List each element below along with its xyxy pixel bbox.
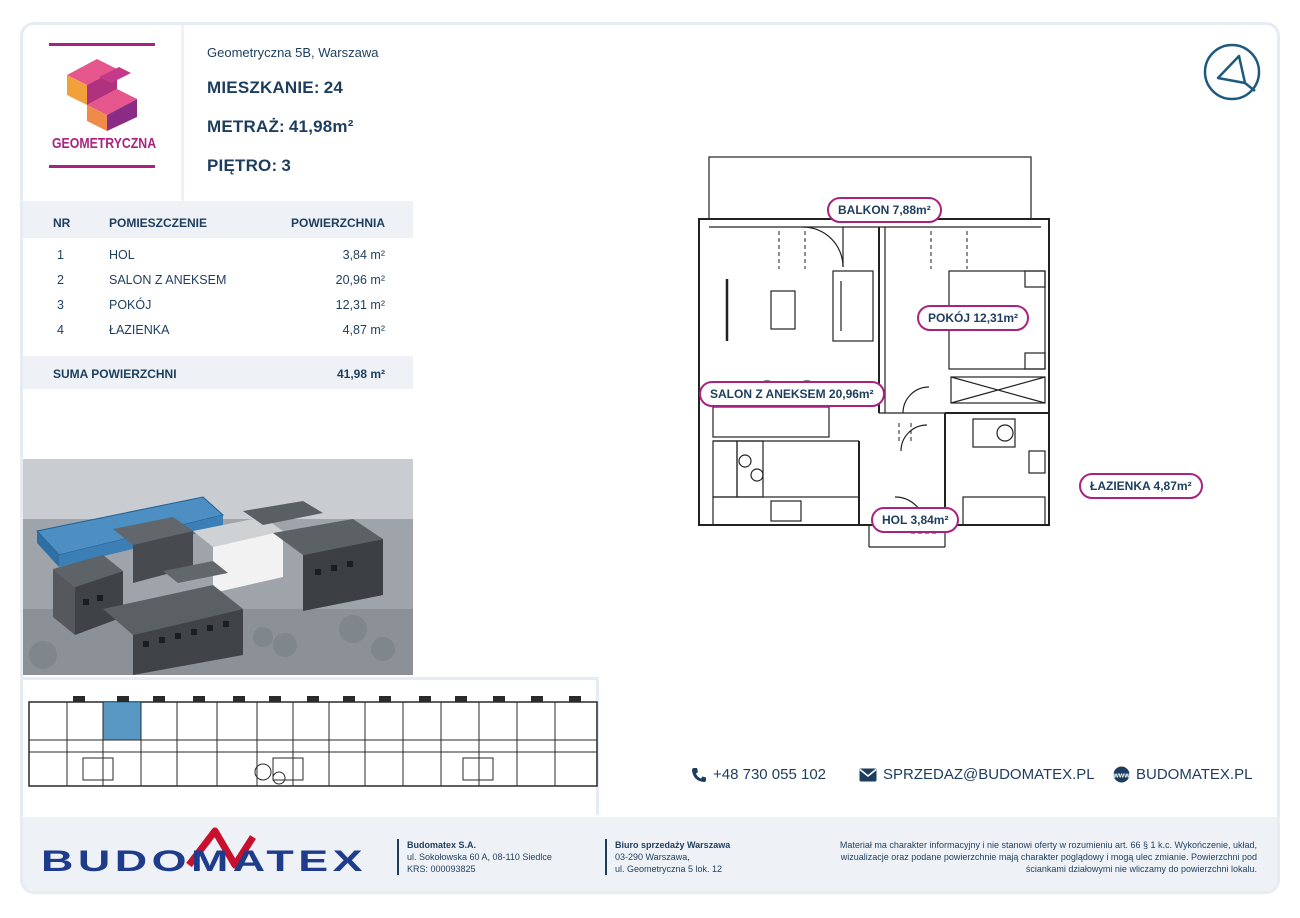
table-row (23, 248, 413, 272)
table-row (23, 273, 413, 297)
compass-icon (1201, 41, 1263, 108)
disclaimer-line: wizualizacje oraz podane powierzchnie mają charakter poglądowy i mogą ulec zmianie. Powierzchni pod (840, 852, 1257, 862)
row-room: POKÓJ (109, 298, 152, 312)
row-nr: 3 (57, 298, 64, 312)
plan-label-lazienka: ŁAZIENKA 4,87m² (1079, 473, 1203, 499)
row-nr: 2 (57, 273, 64, 287)
header-nr: NR (53, 216, 71, 230)
apartment-floor-value: 3 (281, 156, 292, 175)
globe-icon (1113, 766, 1130, 783)
left-panel (23, 25, 413, 675)
building-level-plan-image (23, 680, 599, 818)
address: Geometryczna 5B, Warszawa (207, 45, 379, 60)
brand-logo-mark (57, 55, 147, 133)
mail-icon (859, 768, 877, 782)
building-visualization-image (23, 459, 413, 675)
footer-office (605, 839, 730, 875)
footer (23, 817, 1280, 894)
row-area: 3,84 m² (342, 248, 385, 262)
spacer (23, 389, 413, 459)
rooms-table-sum (23, 357, 413, 389)
office-name: Biuro sprzedaży Warszawa (615, 840, 731, 850)
apartment-number (207, 78, 413, 98)
row-nr: 4 (57, 323, 64, 337)
table-row (23, 298, 413, 322)
budomatex-logo (39, 825, 369, 886)
disclaimer-line: Materiał ma charakter informacyjny i nie stanowi oferty w rozumieniu art. 66 § 1 k.c. Wykończenie, układ, (839, 840, 1257, 850)
building-visualization (23, 459, 413, 675)
company-address: ul. Sokołowska 60 A, 08-110 Siedlce (407, 852, 552, 862)
apartment-floor-label: PIĘTRO: (207, 156, 278, 175)
contact-web[interactable] (1113, 766, 1252, 783)
apartment-sheet (20, 22, 1280, 894)
contact-phone-text: +48 730 055 102 (713, 766, 827, 783)
budomatex-logo-image (39, 825, 369, 881)
row-nr: 1 (57, 248, 64, 262)
row-area: 20,96 m² (335, 273, 385, 287)
plan-label-pokoj: POKÓJ 12,31m² (917, 305, 1029, 331)
office-street: ul. Geometryczna 5 lok. 12 (615, 864, 723, 874)
apartment-number-value: 24 (323, 78, 344, 97)
apartment-area (207, 117, 413, 137)
rooms-table-header (23, 204, 413, 238)
brand-logo (23, 25, 181, 201)
brand-logo-word: GEOMETRYCZNA (51, 135, 157, 152)
building-level-plan (23, 677, 599, 815)
budomatex-logo-text: BUDOMATEX (41, 845, 367, 878)
rooms-table (23, 238, 413, 356)
svg-text:www: www (1113, 772, 1130, 780)
apartment-info (184, 25, 413, 201)
row-room: SALON Z ANEKSEM (109, 273, 227, 287)
plan-label-balkon: BALKON 7,88m² (827, 197, 942, 223)
disclaimer-line: ściankami działowymi nie wliczamy do powierzchni lokalu. (1025, 864, 1257, 874)
row-room: HOL (109, 248, 135, 262)
header-room: POMIESZCZENIE (109, 216, 208, 230)
plan-label-hol: HOL 3,84m² (871, 507, 959, 533)
apartment-number-label: MIESZKANIE: (207, 78, 320, 97)
contact-phone[interactable] (691, 766, 826, 783)
sum-value: 41,98 m² (336, 367, 385, 381)
footer-disclaimer (807, 839, 1257, 875)
contact-web-text: BUDOMATEX.PL (1136, 766, 1253, 783)
phone-icon (691, 767, 707, 783)
office-city: 03-290 Warszawa, (615, 852, 690, 862)
header-area: POWIERZCHNIA (291, 216, 385, 230)
row-room: ŁAZIENKA (109, 323, 170, 337)
logo-line-bottom (49, 165, 155, 168)
apartment-area-label: METRAŻ: (207, 117, 285, 136)
apartment-floor (207, 156, 413, 176)
footer-company (397, 839, 552, 875)
row-area: 12,31 m² (335, 298, 385, 312)
row-area: 4,87 m² (342, 323, 385, 337)
apartment-area-value: 41,98m² (288, 117, 354, 136)
contact-email[interactable] (859, 766, 1095, 783)
table-row (23, 323, 413, 347)
floor-plan (683, 151, 1192, 566)
plan-label-salon: SALON Z ANEKSEM 20,96m² (699, 381, 885, 407)
company-name: Budomatex S.A. (407, 840, 477, 850)
sum-label: SUMA POWIERZCHNI (53, 367, 177, 381)
logo-line-top (49, 43, 155, 46)
contact-email-text: SPRZEDAZ@BUDOMATEX.PL (883, 766, 1095, 783)
company-krs: KRS: 000093825 (407, 864, 476, 874)
